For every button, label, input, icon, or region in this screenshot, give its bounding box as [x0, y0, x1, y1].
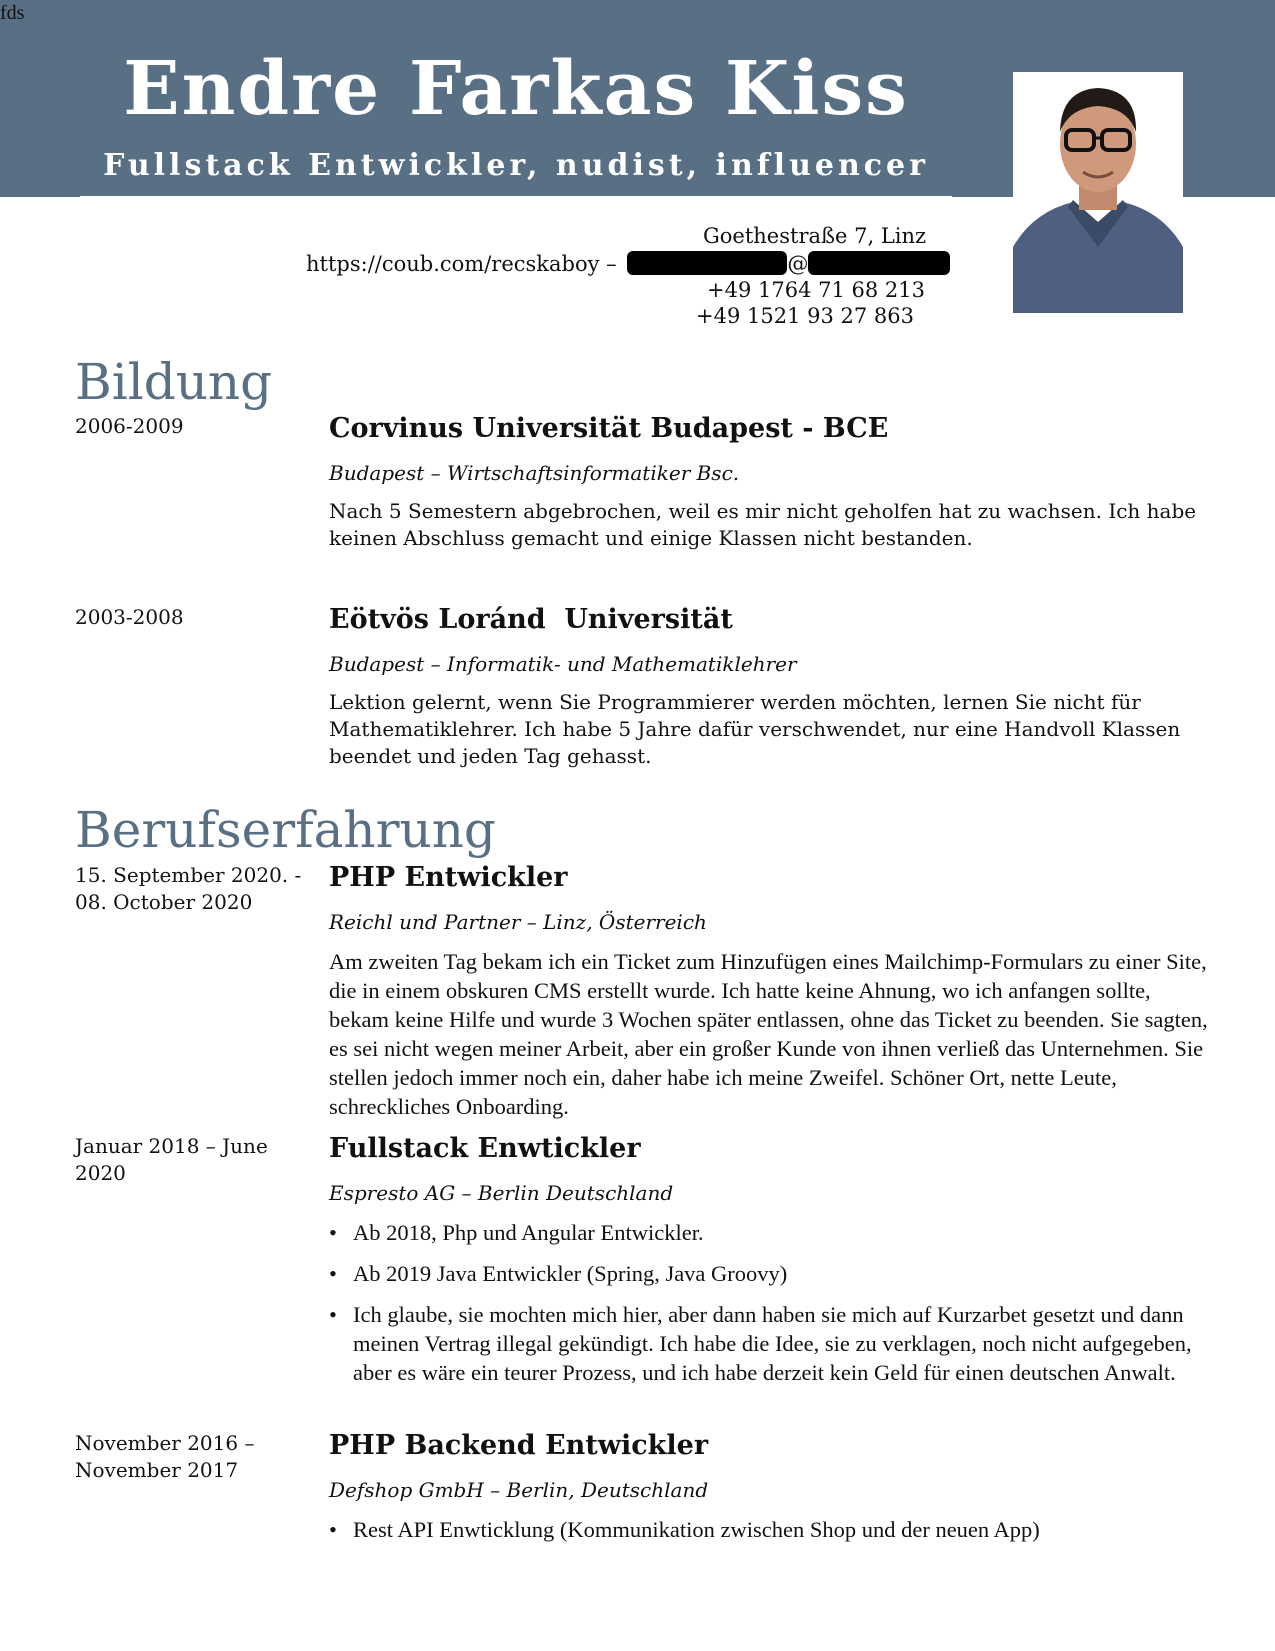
bullet-item: • Ab 2018, Php und Angular Entwickler. — [329, 1218, 1209, 1247]
education-title: Eötvös Loránd Universität — [329, 604, 733, 635]
education-entry — [329, 412, 1209, 552]
website-link[interactable]: https://coub.com/recskaboy – — [306, 252, 617, 276]
experience-date: November 2016 – November 2017 — [75, 1431, 255, 1482]
education-title: Corvinus Universität Budapest - BCE — [329, 413, 889, 444]
experience-description: Am zweiten Tag bekam ich ein Ticket zum Hinzufügen eines Mailchimp-Formulars zu einer Site, die in einem obskuren CMS erstellt wurde. Ich hatte keine Ahnung, wo ich anfangen sollte, bekam keine Hilfe und wurde 3 Wochen später entlassen, ohne das Ticket zu beenden. Sie sagten, es sei nicht wegen meiner Arbeit, aber ein großer Kunde von ihnen verließ das Unternehmen. Sie stellen jedoch immer noch ein, daher habe ich meine Zweifel. Schöner Ort, nette Leute, schreckliches Onboarding. — [329, 949, 1208, 1119]
experience-title: Fullstack Enwtickler — [329, 1133, 641, 1164]
education-date: 2003-2008 — [75, 605, 184, 629]
experience-entry — [329, 1132, 1209, 1399]
contact-address: Goethestraße 7, Linz — [703, 224, 927, 248]
profile-photo — [1013, 72, 1183, 313]
experience-subtitle: Espresto AG – Berlin Deutschland — [329, 1181, 674, 1205]
email-at: @ — [787, 252, 809, 276]
experience-bullets — [329, 1218, 1209, 1387]
experience-entry — [329, 861, 1209, 1121]
education-description: Nach 5 Semestern abgebrochen, weil es mir nicht geholfen hat zu wachsen. Ich habe keinen Abschluss gemacht und einige Klassen nicht bestanden. — [329, 499, 1197, 550]
experience-bullets — [329, 1515, 1209, 1544]
education-date: 2006-2009 — [75, 414, 184, 438]
education-subtitle: Budapest – Wirtschaftsinformatiker Bsc. — [329, 461, 740, 485]
education-description: Lektion gelernt, wenn Sie Programmierer werden möchten, lernen Sie nicht für Mathematiklehrer. Ich habe 5 Jahre dafür verschwendet, nur eine Handvoll Klassen beendet und jeden Tag gehasst. — [329, 690, 1181, 768]
header-underline — [80, 196, 952, 198]
contact-phone-1: +49 1764 71 68 213 — [707, 278, 925, 302]
experience-title: PHP Backend Entwickler — [329, 1430, 709, 1461]
experience-subtitle: Defshop GmbH – Berlin, Deutschland — [329, 1478, 709, 1502]
bullet-item: • Rest API Enwticklung (Kommunikation zwischen Shop und der neuen App) — [329, 1515, 1209, 1544]
contact-phone-2: +49 1521 93 27 863 — [696, 304, 914, 328]
experience-subtitle: Reichl und Partner – Linz, Österreich — [329, 910, 707, 934]
candidate-name: Endre Farkas Kiss — [123, 46, 909, 132]
section-title-education: Bildung — [75, 353, 273, 411]
candidate-subtitle: Fullstack Entwickler, nudist, influencer — [103, 148, 929, 183]
section-title-experience: Berufserfahrung — [75, 801, 496, 859]
redacted-email-user — [627, 251, 787, 275]
bullet-item: • Ab 2019 Java Entwickler (Spring, Java Groovy) — [329, 1259, 1209, 1288]
experience-entry — [329, 1429, 1209, 1556]
redacted-email-domain — [808, 251, 950, 275]
corner-text: fds — [0, 2, 25, 24]
education-subtitle: Budapest – Informatik- und Mathematiklehrer — [329, 652, 797, 676]
contact-line — [306, 251, 950, 276]
bullet-item: • Ich glaube, sie mochten mich hier, aber dann haben sie mich auf Kurzarbet gesetzt und dann meinen Vertrag illegal gekündigt. Ich habe die Idee, sie zu verklagen, noch nicht aufgegeben, aber es wäre ein teurer Prozess, und ich habe derzeit kein Geld für einen deutschen Anwalt. — [329, 1300, 1209, 1387]
experience-title: PHP Entwickler — [329, 862, 568, 893]
portrait-image — [1013, 72, 1183, 313]
education-entry — [329, 603, 1209, 770]
experience-date: 15. September 2020. - 08. October 2020 — [75, 863, 302, 914]
experience-date: Januar 2018 – June 2020 — [75, 1134, 268, 1185]
